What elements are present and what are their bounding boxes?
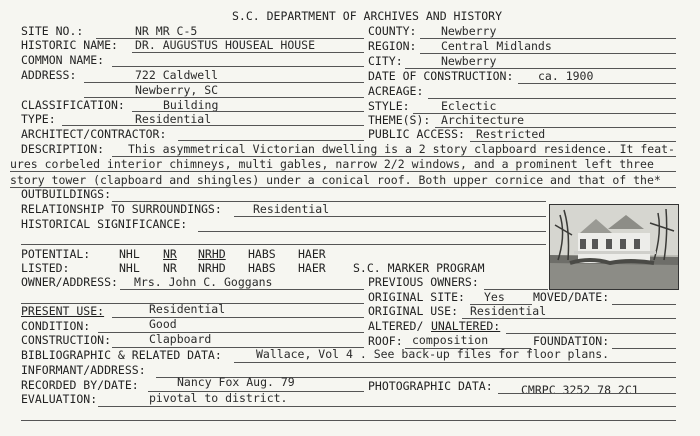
themes-value: Architecture	[441, 113, 525, 127]
rule	[132, 52, 364, 53]
rule	[84, 97, 364, 98]
rule	[98, 332, 364, 333]
roof-value: composition	[412, 333, 489, 347]
description-line2: ures corbeled interior chimneys, multi gables, narrow 2/2 windows, and a prominent left three	[10, 157, 654, 171]
acreage-label: ACREAGE:	[368, 84, 424, 98]
public-access-value: Restricted	[476, 127, 546, 141]
rule	[198, 231, 546, 232]
listed-label: LISTED:	[21, 261, 70, 275]
listed-nhl: NHL	[119, 261, 140, 275]
photographic-label: PHOTOGRAPHIC DATA:	[368, 379, 493, 393]
site-no-value: NR MR C-5	[135, 24, 198, 38]
moved-date-label: MOVED/DATE:	[533, 290, 610, 304]
bibliographic-label: BIBLIOGRAPHIC & RELATED DATA:	[21, 348, 222, 362]
rule	[234, 362, 676, 363]
roof-label: ROOF:	[368, 334, 403, 348]
rule	[21, 420, 676, 421]
listed-nrhd: NRHD	[198, 261, 226, 275]
type-value: Residential	[135, 112, 212, 126]
recorded-value: Nancy Fox Aug. 79	[177, 375, 295, 389]
city-label: CITY:	[368, 54, 403, 68]
region-value: Central Midlands	[441, 39, 552, 53]
altered-label: ALTERED/	[368, 319, 424, 333]
rule	[21, 244, 546, 245]
recorded-label: RECORDED BY/DATE:	[21, 378, 139, 392]
site-no-label: SITE NO.:	[21, 24, 84, 38]
present-use-value: Residential	[149, 302, 226, 316]
original-use-label: ORIGINAL USE:	[368, 304, 459, 318]
historic-name-label: HISTORIC NAME:	[21, 38, 118, 52]
evaluation-label: EVALUATION:	[21, 392, 98, 406]
rule	[498, 393, 676, 394]
classification-label: CLASSIFICATION:	[21, 98, 125, 112]
public-access-label: PUBLIC ACCESS:	[368, 127, 465, 141]
historic-name-value: DR. AUGUSTUS HOUSEAL HOUSE	[135, 38, 316, 52]
rule	[10, 171, 676, 172]
themes-label: THEME(S):	[368, 113, 431, 127]
listed-nr: NR	[163, 261, 177, 275]
description-line3: story tower (clapboard and shingles) under a conical roof. Both upper cornice and that of the*	[10, 173, 661, 187]
type-label: TYPE:	[21, 112, 56, 126]
informant-label: INFORMANT/ADDRESS:	[21, 363, 146, 377]
region-label: REGION:	[368, 39, 417, 53]
potential-label: POTENTIAL:	[21, 247, 91, 261]
city-value: Newberry	[441, 54, 497, 68]
potential-haer: HAER	[298, 247, 326, 261]
architect-label: ARCHITECT/CONTRACTOR:	[21, 127, 167, 141]
description-line1: This asymmetrical Victorian dwelling is a 2 story clapboard residence. It feat-	[128, 142, 675, 156]
condition-value: Good	[149, 317, 177, 331]
outbuildings-label: OUTBUILDINGS:	[21, 187, 112, 201]
common-name-label: COMMON NAME:	[21, 53, 105, 67]
potential-nrhd: NRHD	[198, 247, 226, 261]
owner-value: Mrs. John C. Goggans	[134, 275, 273, 289]
listed-habs: HABS	[248, 261, 276, 275]
house-photo-image	[550, 205, 678, 289]
rule	[120, 289, 364, 290]
marker-program: S.C. MARKER PROGRAM	[353, 261, 485, 275]
date-of-construction-label: DATE OF CONSTRUCTION:	[368, 69, 514, 83]
style-value: Eclectic	[441, 99, 497, 113]
rule	[612, 348, 676, 349]
bibliographic-value: Wallace, Vol 4 . See back-up files for floor plans.	[256, 347, 610, 361]
relationship-label: RELATIONSHIP TO SURROUNDINGS:	[21, 202, 222, 216]
original-use-value: Residential	[470, 304, 547, 318]
rule	[178, 140, 364, 141]
rule	[435, 127, 676, 128]
address-line2: Newberry, SC	[135, 83, 219, 97]
card-header: S.C. DEPARTMENT OF ARCHIVES AND HISTORY	[232, 9, 503, 23]
style-label: STYLE:	[368, 99, 410, 113]
previous-owners-label: PREVIOUS OWNERS:	[368, 275, 479, 289]
rule	[98, 406, 676, 407]
rule	[84, 82, 364, 83]
unaltered-label: UNALTERED:	[431, 319, 501, 333]
foundation-label: FOUNDATION:	[533, 334, 610, 348]
listed-haer: HAER	[298, 261, 326, 275]
rule	[62, 125, 364, 126]
classification-value: Building	[163, 98, 219, 112]
potential-habs: HABS	[248, 247, 276, 261]
rule	[234, 216, 546, 217]
present-use-label: PRESENT USE:	[21, 304, 105, 318]
relationship-value: Residential	[253, 202, 330, 216]
photographic-value: CMRPC 3252 78 2C1	[521, 383, 639, 397]
rule	[612, 304, 676, 305]
description-label: DESCRIPTION:	[21, 142, 105, 156]
potential-nhl: NHL	[119, 247, 140, 261]
rule	[112, 66, 364, 67]
county-value: Newberry	[441, 24, 497, 38]
construction-label: CONSTRUCTION:	[21, 333, 112, 347]
county-label: COUNTY:	[368, 24, 417, 38]
construction-value: Clapboard	[149, 332, 212, 346]
condition-label: CONDITION:	[21, 319, 91, 333]
house-photo	[549, 204, 679, 290]
potential-nr: NR	[163, 247, 177, 261]
date-of-construction-value: ca. 1900	[538, 69, 594, 83]
address-label: ADDRESS:	[21, 68, 77, 82]
evaluation-value: pivotal to district.	[149, 391, 288, 405]
original-site-value: Yes	[484, 290, 505, 304]
address-line1: 722 Caldwell	[135, 68, 219, 82]
owner-label: OWNER/ADDRESS:	[21, 275, 118, 289]
original-site-label: ORIGINAL SITE:	[368, 290, 465, 304]
historical-significance-label: HISTORICAL SIGNIFICANCE:	[21, 217, 188, 231]
rule	[518, 83, 676, 84]
